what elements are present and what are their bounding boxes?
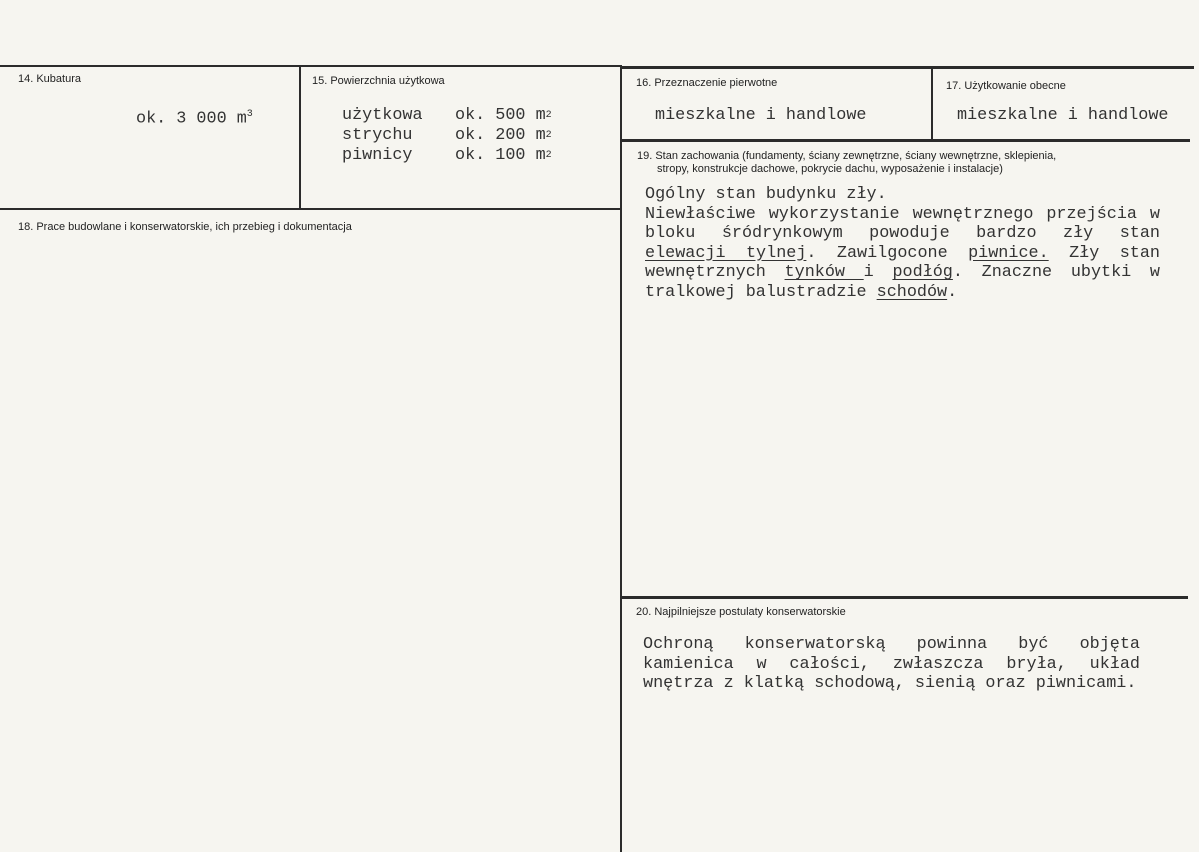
powierzchnia-row: użytkowa ok. 500 m 2 — [342, 106, 552, 125]
postulaty-text: Ochroną konserwatorską powinna być objęta kamienica w całości, zwłaszcza bryła, układ wnętrza z klatką schodową, sienią oraz piwnicami. — [643, 635, 1140, 693]
rule-h-20 — [622, 596, 1188, 599]
uzytkowanie-value: mieszkalne i handlowe — [957, 106, 1169, 125]
przeznaczenie-label: 16. Przeznaczenie pierwotne — [636, 77, 778, 89]
powierzchnia-row: strychu ok. 200 m 2 — [342, 126, 552, 145]
kubatura-value: ok. 3 000 $m^3$ — [136, 109, 253, 129]
powierzchnia-table — [342, 106, 552, 166]
stan-label: 19. Stan zachowania (fundamenty, ściany zewnętrzne, ściany wewnętrzne, sklepienia, stropy, konstrukcje dachowe, pokrycie dachu, wyposażenie i instalacje) — [637, 150, 1057, 175]
rule-h-18 — [0, 208, 622, 210]
rule-v3 — [931, 67, 933, 140]
rule-h-19 — [622, 139, 1190, 142]
kubatura-label: 14. Kubatura — [18, 73, 81, 85]
stan-text: Ogólny stan budynku zły. Niewłaściwe wykorzystanie wewnętrznego przejścia w bloku śródrynkowym powoduje bardzo zły stan elewacji tylnej. Zawilgocone piwnice. Zły stan wewnętrznych tynków i podłóg. Znaczne ubytki w tralkowej balustradzie schodów. — [645, 185, 1160, 302]
rule-v2 — [620, 66, 622, 852]
powierzchnia-label: 15. Powierzchnia użytkowa — [312, 75, 445, 87]
uzytkowanie-label: 17. Użytkowanie obecne — [946, 80, 1066, 92]
powierzchnia-row: piwnicy ok. 100 m 2 — [342, 146, 552, 165]
postulaty-label: 20. Najpilniejsze postulaty konserwatorskie — [636, 606, 846, 618]
przeznaczenie-value: mieszkalne i handlowe — [655, 106, 867, 125]
rule-top-right — [622, 66, 1194, 69]
rule-v1 — [299, 66, 301, 209]
prace-label: 18. Prace budowlane i konserwatorskie, ich przebieg i dokumentacja — [18, 221, 352, 233]
rule-top-left — [0, 65, 622, 67]
